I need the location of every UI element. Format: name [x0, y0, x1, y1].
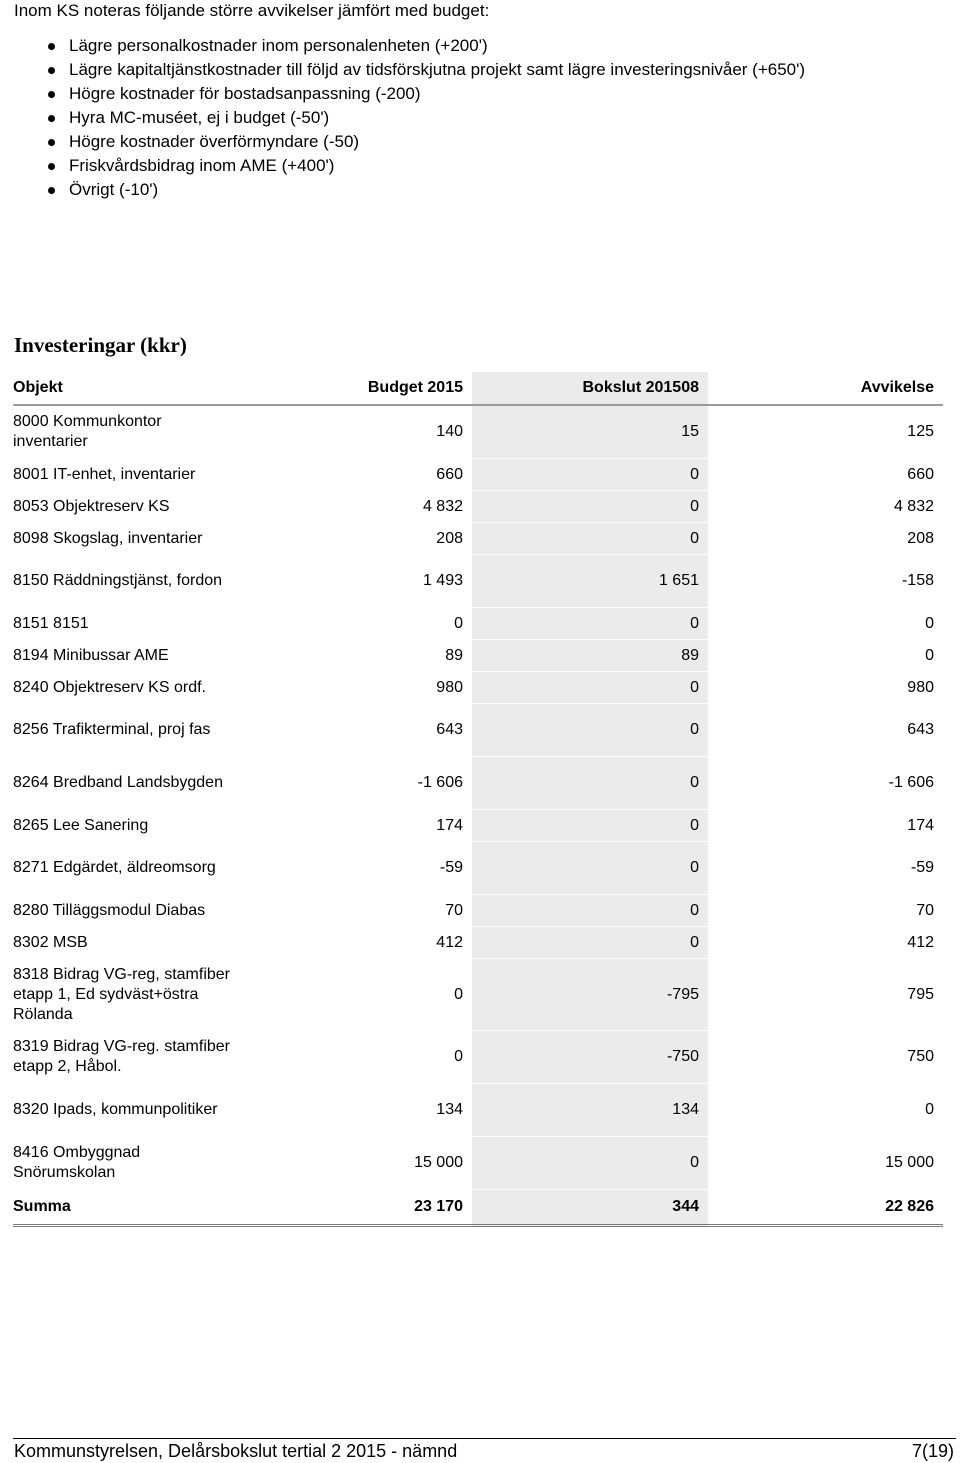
cell-objekt: 8001 IT-enhet, inventarier	[13, 459, 238, 491]
deviation-list	[45, 34, 805, 202]
table-row	[13, 491, 943, 523]
cell-objekt: 8271 Edgärdet, äldreomsorg	[13, 842, 238, 895]
cell-objekt: 8150 Räddningstjänst, fordon	[13, 555, 238, 608]
cell-avvikelse: 0	[708, 608, 943, 640]
cell-avvikelse: 208	[708, 523, 943, 555]
table-row	[13, 959, 943, 1031]
table-row	[13, 1137, 943, 1190]
cell-objekt: 8318 Bidrag VG-reg, stamfiber etapp 1, Ed sydväst+östra Rölanda	[13, 959, 238, 1031]
cell-objekt: 8264 Bredband Landsbygden	[13, 757, 238, 810]
table-row	[13, 927, 943, 959]
cell-bokslut: -750	[472, 1031, 708, 1084]
table-row	[13, 523, 943, 555]
table-row	[13, 842, 943, 895]
cell-budget: 0	[238, 1031, 472, 1084]
list-item: Lägre kapitaltjänstkostnader till följd av tidsförskjutna projekt samt lägre investeringsnivåer (+650')	[45, 58, 805, 82]
cell-bokslut: 0	[472, 523, 708, 555]
cell-objekt: 8098 Skogslag, inventarier	[13, 523, 238, 555]
cell-bokslut: 0	[472, 895, 708, 927]
bullet-icon	[48, 139, 55, 146]
cell-avvikelse: 412	[708, 927, 943, 959]
cell-objekt: 8416 Ombyggnad Snörumskolan	[13, 1137, 238, 1190]
table-row	[13, 704, 943, 757]
table-header-row	[13, 372, 943, 405]
cell-avvikelse: 795	[708, 959, 943, 1031]
cell-budget: 643	[238, 704, 472, 757]
cell-budget: 4 832	[238, 491, 472, 523]
table-row	[13, 757, 943, 810]
cell-bokslut: 0	[472, 757, 708, 810]
cell-budget: 89	[238, 640, 472, 672]
investment-table-container	[13, 372, 943, 1227]
cell-avvikelse: 15 000	[708, 1137, 943, 1190]
header-avvikelse: Avvikelse	[708, 372, 943, 405]
list-item: Högre kostnader överförmyndare (-50)	[45, 130, 805, 154]
footer-title: Kommunstyrelsen, Delårsbokslut tertial 2 2015 - nämnd	[14, 1441, 458, 1461]
cell-objekt: 8320 Ipads, kommunpolitiker	[13, 1084, 238, 1137]
sum-bokslut: 344	[472, 1190, 708, 1226]
cell-budget: 140	[238, 405, 472, 459]
table-row	[13, 459, 943, 491]
table-row	[13, 810, 943, 842]
footer-divider	[13, 1438, 956, 1439]
cell-objekt: 8280 Tilläggsmodul Diabas	[13, 895, 238, 927]
list-item: Hyra MC-muséet, ej i budget (-50')	[45, 106, 805, 130]
sum-budget: 23 170	[238, 1190, 472, 1226]
cell-budget: 174	[238, 810, 472, 842]
table-row	[13, 608, 943, 640]
header-objekt: Objekt	[13, 372, 238, 405]
bullet-icon	[48, 163, 55, 170]
bullet-icon	[48, 91, 55, 98]
cell-objekt: 8000 Kommunkontor inventarier	[13, 405, 238, 459]
header-bokslut: Bokslut 201508	[472, 372, 708, 405]
investment-table	[13, 372, 943, 1227]
cell-avvikelse: 4 832	[708, 491, 943, 523]
table-row	[13, 1084, 943, 1137]
cell-objekt: 8240 Objektreserv KS ordf.	[13, 672, 238, 704]
list-item: Friskvårdsbidrag inom AME (+400')	[45, 154, 805, 178]
cell-bokslut: 0	[472, 810, 708, 842]
cell-bokslut: 0	[472, 1137, 708, 1190]
cell-objekt: 8194 Minibussar AME	[13, 640, 238, 672]
cell-bokslut: -795	[472, 959, 708, 1031]
cell-budget: 0	[238, 959, 472, 1031]
cell-budget: 15 000	[238, 1137, 472, 1190]
cell-budget: -1 606	[238, 757, 472, 810]
cell-avvikelse: 0	[708, 1084, 943, 1137]
table-row	[13, 1031, 943, 1084]
cell-budget: 1 493	[238, 555, 472, 608]
cell-avvikelse: 174	[708, 810, 943, 842]
sum-row	[13, 1190, 943, 1226]
table-row	[13, 640, 943, 672]
cell-bokslut: 0	[472, 927, 708, 959]
cell-bokslut: 0	[472, 704, 708, 757]
cell-bokslut: 0	[472, 491, 708, 523]
cell-bokslut: 134	[472, 1084, 708, 1137]
cell-budget: 660	[238, 459, 472, 491]
cell-objekt: 8256 Trafikterminal, proj fas	[13, 704, 238, 757]
cell-budget: -59	[238, 842, 472, 895]
table-row	[13, 895, 943, 927]
table-row	[13, 672, 943, 704]
bullet-icon	[48, 67, 55, 74]
cell-avvikelse: -1 606	[708, 757, 943, 810]
sum-avvikelse: 22 826	[708, 1190, 943, 1226]
cell-bokslut: 1 651	[472, 555, 708, 608]
cell-avvikelse: 125	[708, 405, 943, 459]
bullet-icon	[48, 43, 55, 50]
cell-avvikelse: 0	[708, 640, 943, 672]
list-item: Övrigt (-10')	[45, 178, 805, 202]
cell-bokslut: 0	[472, 608, 708, 640]
sum-label: Summa	[13, 1190, 238, 1226]
table-row	[13, 405, 943, 459]
cell-objekt: 8319 Bidrag VG-reg. stamfiber etapp 2, Håbol.	[13, 1031, 238, 1084]
intro-text: Inom KS noteras följande större avvikelser jämfört med budget:	[14, 1, 490, 20]
cell-objekt: 8265 Lee Sanering	[13, 810, 238, 842]
cell-budget: 208	[238, 523, 472, 555]
cell-bokslut: 0	[472, 672, 708, 704]
cell-bokslut: 15	[472, 405, 708, 459]
cell-avvikelse: 643	[708, 704, 943, 757]
cell-objekt: 8151 8151	[13, 608, 238, 640]
header-budget: Budget 2015	[238, 372, 472, 405]
cell-budget: 0	[238, 608, 472, 640]
page-number: 7(19)	[911, 1441, 954, 1461]
list-item: Högre kostnader för bostadsanpassning (-200)	[45, 82, 805, 106]
cell-avvikelse: -158	[708, 555, 943, 608]
cell-bokslut: 89	[472, 640, 708, 672]
cell-objekt: 8053 Objektreserv KS	[13, 491, 238, 523]
bullet-icon	[48, 187, 55, 194]
cell-bokslut: 0	[472, 459, 708, 491]
cell-budget: 70	[238, 895, 472, 927]
section-title: Investeringar (kkr)	[14, 333, 187, 357]
cell-avvikelse: 980	[708, 672, 943, 704]
cell-budget: 412	[238, 927, 472, 959]
cell-budget: 980	[238, 672, 472, 704]
cell-avvikelse: 750	[708, 1031, 943, 1084]
cell-bokslut: 0	[472, 842, 708, 895]
bullet-icon	[48, 115, 55, 122]
cell-objekt: 8302 MSB	[13, 927, 238, 959]
cell-avvikelse: 70	[708, 895, 943, 927]
cell-avvikelse: -59	[708, 842, 943, 895]
cell-budget: 134	[238, 1084, 472, 1137]
list-item: Lägre personalkostnader inom personalenheten (+200')	[45, 34, 805, 58]
table-row	[13, 555, 943, 608]
cell-avvikelse: 660	[708, 459, 943, 491]
